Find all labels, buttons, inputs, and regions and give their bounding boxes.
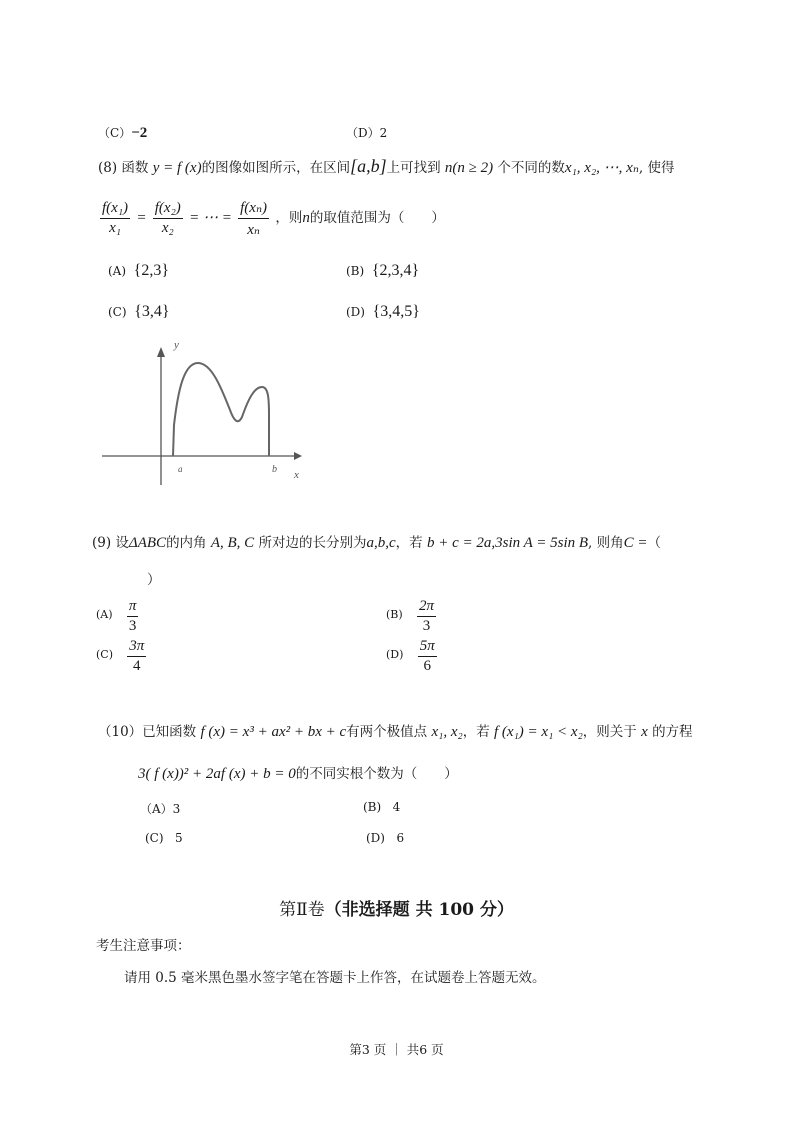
- option-value: 5: [175, 831, 183, 845]
- text: 有两个极值点: [346, 724, 428, 740]
- question-number: (8): [98, 160, 118, 176]
- text: ，则: [275, 210, 303, 226]
- notice-heading: 考生注意事项：: [96, 938, 191, 954]
- math: ΔABC: [128, 535, 167, 551]
- option-value: {2,3}: [133, 262, 170, 279]
- math: n(n ≥ 2): [444, 160, 494, 176]
- q10-option-a: [140, 800, 180, 817]
- numerator: f(xₙ): [238, 198, 269, 219]
- math: n: [302, 210, 310, 226]
- text: 个不同的数: [497, 160, 565, 176]
- option-value: 2: [379, 126, 388, 140]
- denominator: 3: [128, 618, 137, 634]
- math: =: [136, 210, 147, 226]
- question-number: (9): [92, 535, 112, 551]
- option-value: {2,3,4}: [371, 262, 420, 279]
- q8-stem-line1: [98, 156, 675, 177]
- option-label: (B): [363, 800, 382, 814]
- page-footer: 第3 页 ｜ 共6 页: [349, 1042, 444, 1057]
- option-value: 3: [172, 802, 181, 816]
- fraction: [153, 200, 183, 237]
- option-label: （A）: [140, 802, 173, 816]
- fraction: [100, 200, 130, 237]
- math: C =: [623, 535, 648, 551]
- section-title-plain: 第Ⅱ卷: [279, 900, 325, 920]
- option-value: {3,4}: [134, 303, 170, 320]
- denominator: x₂: [161, 220, 174, 236]
- option-label: （C）: [98, 126, 132, 140]
- numerator: 2π: [417, 598, 436, 617]
- math: x: [641, 724, 648, 740]
- q9-stem-line2: [147, 568, 161, 588]
- fraction: [127, 638, 146, 675]
- option-value: 4: [392, 800, 401, 814]
- numerator: 5π: [418, 638, 437, 657]
- numerator: 3π: [127, 638, 146, 657]
- option-value: −2: [131, 125, 148, 141]
- fraction: [417, 598, 436, 635]
- math: y = f (x): [152, 160, 202, 176]
- denominator: xₙ: [247, 222, 260, 238]
- option-label: (D): [386, 648, 404, 661]
- text: 的不同实根个数为（ ）: [295, 766, 458, 782]
- math: f (x) = x³ + ax² + bx + c: [200, 724, 347, 740]
- q10-stem-line2: [138, 762, 458, 783]
- text: ，若: [462, 724, 490, 740]
- text: 所对边的长分别为: [258, 535, 367, 551]
- denominator: x₁: [109, 220, 121, 236]
- math: a,b,c: [366, 535, 396, 551]
- q9-stem-line1: [92, 531, 661, 552]
- math: f (x₁) = x₁ < x₂: [494, 724, 583, 740]
- text: 的内角: [166, 535, 207, 551]
- question-number: （10）: [98, 724, 143, 740]
- q7-option-c: [98, 124, 147, 142]
- numerator: π: [127, 598, 139, 617]
- section-title-bold: （非选择题 共 100 分）: [324, 900, 514, 920]
- q8-option-b: [346, 262, 419, 280]
- text: 函数: [121, 160, 149, 176]
- text: ，若: [395, 535, 423, 551]
- q10-stem-line1: [98, 720, 693, 741]
- math: x₁, x₂, ⋯, xₙ: [564, 160, 639, 176]
- option-label: （D）: [346, 126, 380, 140]
- denominator: 3: [422, 618, 431, 634]
- math: x₁, x₂: [431, 724, 463, 740]
- text: 设: [115, 535, 129, 551]
- numerator: f(x₁): [100, 200, 130, 219]
- text: 已知函数: [142, 724, 197, 740]
- x-axis-label: x: [294, 469, 299, 481]
- notice-text: 请用 0.5 毫米黑色墨水签字笔在答题卡上作答，在试题卷上答题无效。: [124, 970, 546, 986]
- numerator: f(x₂): [153, 200, 183, 219]
- option-label: (C): [96, 648, 113, 661]
- q8-stem-line2: [98, 198, 445, 239]
- text: ，则关于: [582, 724, 637, 740]
- q9-option-a: [96, 598, 140, 635]
- denominator: 6: [423, 658, 431, 674]
- option-value: 6: [396, 831, 405, 845]
- option-label: (B): [386, 608, 403, 621]
- section-title: [0, 895, 793, 920]
- fraction: [127, 598, 139, 635]
- text: （: [647, 535, 662, 551]
- text: , 使得: [638, 160, 675, 176]
- q10-option-c: [145, 831, 183, 845]
- y-axis-label: y: [174, 339, 179, 351]
- math: A, B, C: [210, 535, 255, 551]
- q10-option-d: [366, 831, 404, 845]
- q10-option-b: [363, 800, 400, 814]
- q8-option-d: [346, 303, 420, 321]
- q9-option-c: [96, 638, 148, 675]
- option-label: (B): [346, 264, 365, 278]
- q8-function-graph: [98, 335, 308, 485]
- option-label: (C): [145, 831, 164, 845]
- denominator: 4: [133, 658, 141, 674]
- text: 的图像如图所示，在区间: [201, 160, 351, 176]
- math: = ⋯ =: [189, 210, 232, 226]
- q8-option-c: [108, 303, 170, 321]
- option-label: (D): [346, 305, 365, 319]
- math: b + c = 2a,3sin A = 5sin B: [426, 535, 589, 551]
- q9-option-d: [386, 638, 439, 675]
- option-label: (D): [366, 831, 385, 845]
- text: , 则角: [588, 535, 624, 551]
- a-label: a: [178, 464, 183, 474]
- graph-background: [98, 335, 308, 485]
- option-label: (C): [108, 305, 127, 319]
- math: [a,b]: [350, 156, 387, 176]
- b-label: b: [272, 464, 277, 475]
- option-value: {3,4,5}: [372, 303, 420, 320]
- text: 的取值范围为（ ）: [309, 210, 445, 226]
- text: ）: [147, 572, 161, 588]
- text: 上可找到: [386, 160, 441, 176]
- q8-option-a: [108, 262, 169, 280]
- math: 3( f (x))² + 2af (x) + b = 0: [138, 766, 296, 782]
- q7-option-d: [346, 124, 387, 141]
- q9-option-b: [386, 598, 438, 635]
- text: 的方程: [652, 724, 693, 740]
- option-label: (A): [108, 264, 127, 278]
- fraction: [238, 198, 269, 239]
- option-label: (A): [96, 608, 113, 621]
- fraction: [418, 638, 437, 675]
